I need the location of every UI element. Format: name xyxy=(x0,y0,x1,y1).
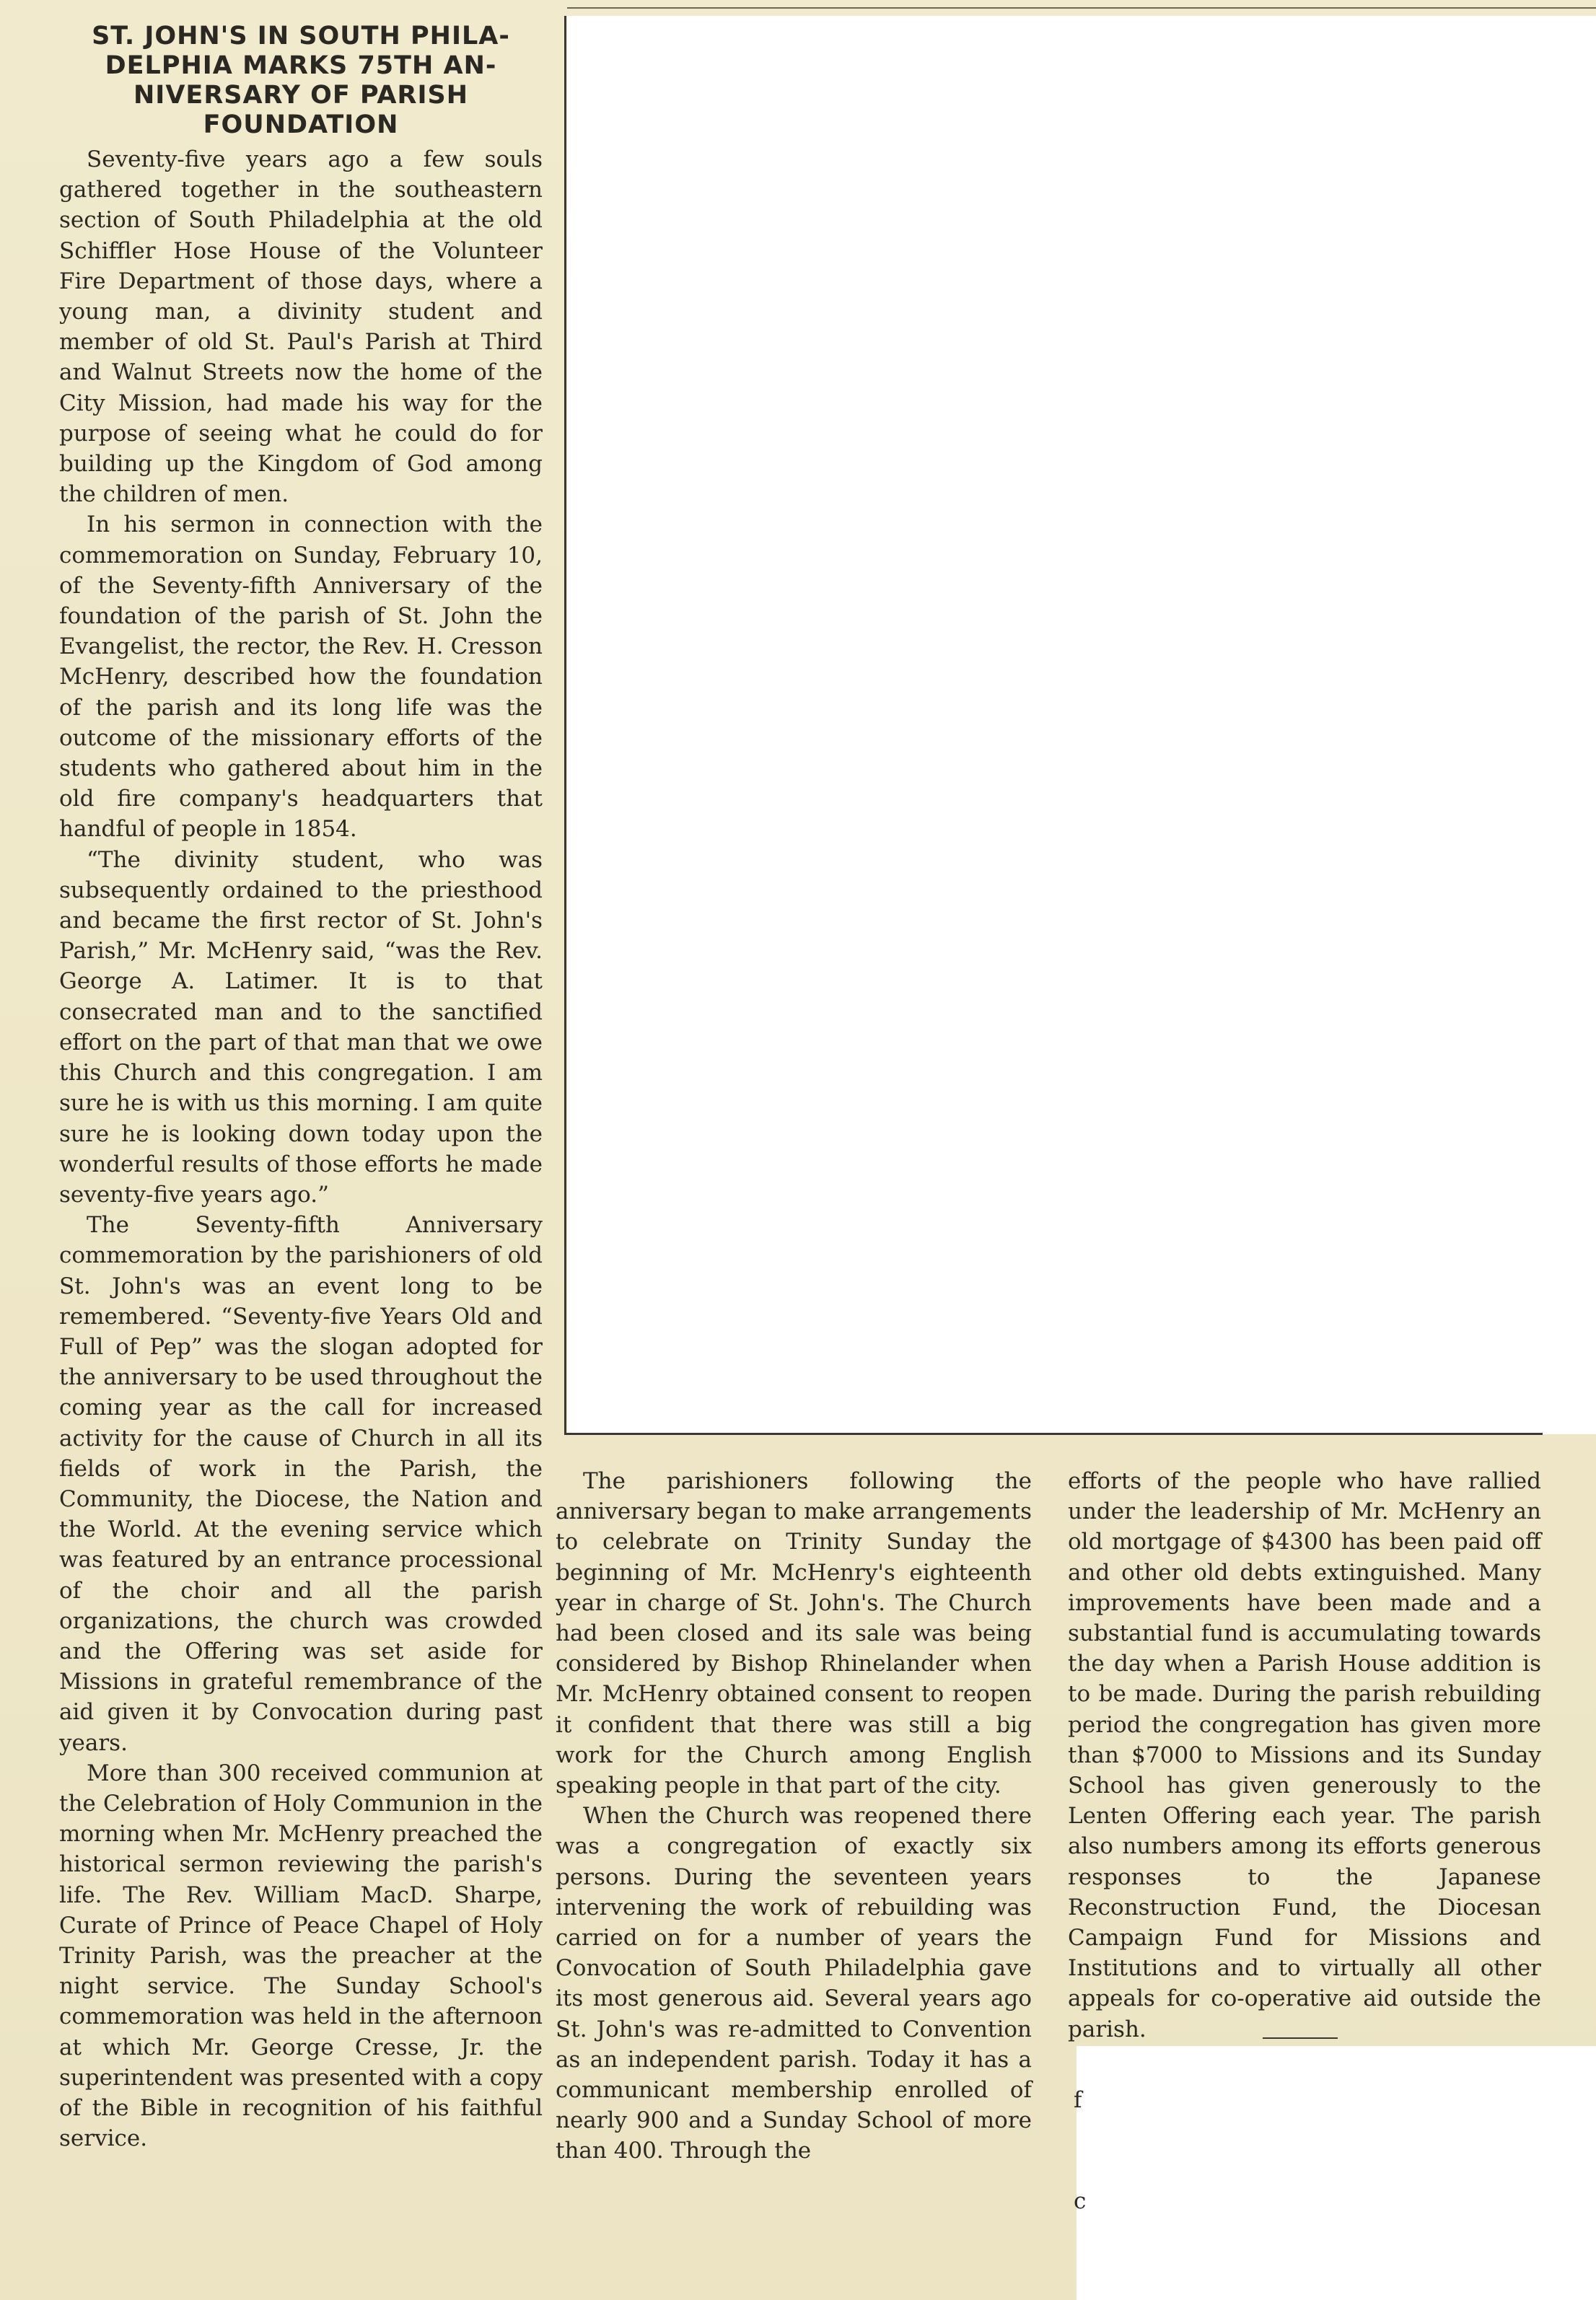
blank-image-area xyxy=(567,16,1596,1434)
article-column-3 xyxy=(1068,1466,1541,2045)
top-border-rule xyxy=(567,7,1596,9)
paragraph: “The divinity student, who was subsequently ordained to the priesthood and became the first rector of St. John's Parish,” Mr. McHenry said, “was the Rev. George A. Latimer. It is to that consecrated man and to the sanctified effort on the part of that man that we owe this Church and this congregation. I am sure he is with us this morning. I am quite sure he is looking down today upon the wonderful results of those efforts he made seventy-five years ago.” xyxy=(59,846,543,1208)
paragraph: efforts of the people who have rallied under the leadership of Mr. McHenry an old mortgage of $4300 has been paid off and other old debts extinguished. Many improvements have been made and a substantial fund is accumulating towards the day when a Parish House addition is to be made. During the parish rebuilding period the congregation has given more than $7000 to Missions and its Sunday School has given generously to the Lenten Offering each year. The parish also numbers among its efforts generous responses to the Japanese Reconstruction Fund, the Diocesan Campaign Fund for Missions and Institutions and to virtually all other appeals for co-operative aid outside the parish. xyxy=(1068,1468,1541,2042)
cut-off-fragment: f xyxy=(1074,2087,1082,2113)
paragraph: The Seventy-fifth Anniversary commemoration by the parishioners of old St. John's was an event long to be remembered. “Seventy-five Years Old and Full of Pep” was the slogan adopted for the anniversary to be used throughout the coming year as the call for increased activity for the cause of Church in all its fields of work in the Parish, the Community, the Diocese, the Nation and the World. At the evening service which was featured by an entrance processional of the choir and all the parish organizations, the church was crowded and the Offering was set aside for Missions in grateful remembrance of the aid given it by Convocation during past years. xyxy=(59,1212,543,1756)
paragraph: Seventy-five years ago a few souls gathered together in the southeastern section of South Philadelphia at the old Schiffler Hose House of the Volunteer Fire Department of those days, where a young man, a divinity student and member of old St. Paul's Parish at Third and Walnut Streets now the home of the City Mission, had made his way for the purpose of seeing what he could do for building up the Kingdom of God among the children of men. xyxy=(59,146,543,508)
image-frame-left-rule xyxy=(564,16,566,1435)
end-rule xyxy=(1263,2037,1338,2039)
paragraph: When the Church was reopened there was a congregation of exactly six persons. During the seventeen years intervening the work of rebuilding was carried on for a number of years the Convocation of South Philadelphia gave its most generous aid. Several years ago St. John's was re-admitted to Convention as an independent parish. Today it has a communicant membership enrolled of nearly 900 and a Sunday School of more than 400. Through the xyxy=(556,1803,1032,2164)
blank-lower-area xyxy=(1077,2046,1596,2300)
paragraph: In his sermon in connection with the commemoration on Sunday, February 10, of the Seventy-fifth Anniversary of the foundation of the parish of St. John the Evangelist, the rector, the Rev. H. Cresson McHenry, described how the foundation of the parish and its long life was the outcome of the missionary efforts of the students who gathered about him in the old fire company's headquarters that handful of people in 1854. xyxy=(59,512,543,843)
paragraph: The parishioners following the anniversary began to make arrangements to celebrate on Trinity Sunday the beginning of Mr. McHenry's eighteenth year in charge of St. John's. The Church had been closed and its sale was being considered by Bishop Rhinelander when Mr. McHenry obtained consent to reopen it confident that there was still a big work for the Church among English speaking people in that part of the city. xyxy=(556,1468,1032,1799)
article-column-1 xyxy=(59,22,543,2154)
article-column-2 xyxy=(556,1466,1032,2167)
paragraph: More than 300 received communion at the Celebration of Holy Communion in the morning when Mr. McHenry preached the historical sermon reviewing the parish's life. The Rev. William MacD. Sharpe, Curate of Prince of Peace Chapel of Holy Trinity Parish, was the preacher at the night service. The Sunday School's commemoration was held in the afternoon at which Mr. George Cresse, Jr. the superintendent was presented with a copy of the Bible in recognition of his faithful service. xyxy=(59,1760,543,2152)
image-frame-rule xyxy=(564,1433,1543,1435)
article-headline: ST. JOHN'S IN SOUTH PHILA-DELPHIA MARKS 75TH AN-NIVERSARY OF PARISH FOUNDATION xyxy=(92,22,510,139)
cut-off-fragment: c xyxy=(1074,2188,1087,2214)
